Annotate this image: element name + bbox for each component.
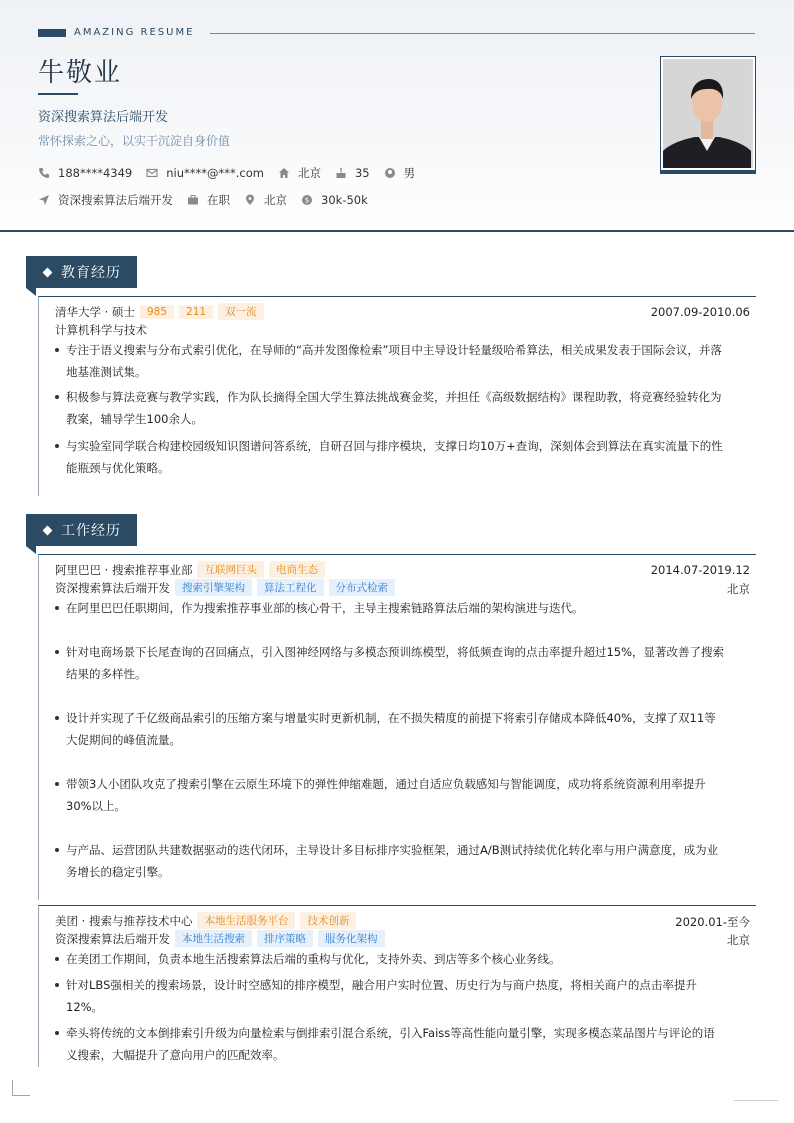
work-block-meituan	[38, 905, 756, 1067]
company-row	[55, 912, 356, 929]
job-dates: 2020.01-至今	[675, 915, 750, 929]
job-bullet	[55, 1022, 751, 1066]
resume-header	[0, 0, 794, 232]
bullet-line: 12%。	[66, 1000, 104, 1014]
phone-text: 188****4349	[58, 166, 133, 180]
candidate-title: 资深搜索算法后端开发	[38, 110, 169, 125]
gender-icon	[384, 167, 396, 179]
school-tag: 双一流	[218, 303, 264, 320]
briefcase-icon	[187, 194, 199, 206]
bullet-line: 与产品、运营团队共建数据驱动的迭代闭环，主导设计多目标排序实验框架，通过A/B测试持续优化转化率与用户满意度，成为业	[66, 843, 719, 857]
candidate-name: 牛敬业	[38, 58, 123, 88]
role-name: 资深搜索算法后端开发	[55, 931, 170, 946]
svg-text:$: $	[304, 196, 310, 205]
age-item	[335, 166, 370, 180]
job-bullet	[55, 707, 751, 751]
education-title-text: 教育经历	[61, 265, 121, 281]
home-text: 北京	[297, 166, 321, 180]
company-tag: 互联网巨头	[197, 561, 264, 578]
brand-label: AMAZING RESUME	[74, 27, 195, 38]
bullet-line: 结果的多样性。	[66, 667, 147, 681]
contact-row	[38, 165, 429, 181]
bullet-line: 义搜索，大幅提升了意向用户的匹配效率。	[66, 1048, 285, 1062]
company-tag: 电商生态	[269, 561, 325, 578]
bullet-line: 针对电商场景下长尾查询的召回痛点，引入图神经网络与多模态预训练模型，将低频查询的点击率提升超过15%，显著改善了搜索	[66, 645, 725, 659]
gender-text: 男	[403, 166, 416, 180]
email-text: niu****@***.com	[166, 166, 264, 180]
company-name: 阿里巴巴 · 搜索推荐事业部	[55, 562, 193, 577]
send-icon	[38, 194, 50, 206]
school-name: 清华大学 · 硕士	[55, 304, 135, 319]
company-row	[55, 561, 325, 578]
home-icon	[278, 167, 290, 179]
diamond-icon	[43, 267, 53, 277]
bullet-line: 大促期间的峰值流量。	[66, 733, 181, 747]
bullet-line: 牵头将传统的文本倒排索引升级为向量检索与倒排索引混合系统，引入Faiss等高性能向量引擎，实现多模态菜品图片与评论的语	[66, 1026, 715, 1040]
gender-item	[384, 165, 416, 181]
education-bullet	[55, 386, 751, 430]
intent-text: 资深搜索算法后端开发	[58, 193, 173, 207]
education-major	[55, 322, 147, 338]
education-bullet	[55, 339, 751, 383]
status-text: 在职	[207, 193, 230, 207]
bullet-line: 在阿里巴巴任职期间，作为搜索推荐事业部的核心骨干，主导主搜索链路算法后端的架构演进与迭代。	[66, 601, 584, 615]
person-silhouette-icon	[663, 59, 751, 168]
company-tag: 技术创新	[300, 912, 356, 929]
job-bullet	[55, 641, 751, 685]
job-dates: 2014.07-2019.12	[650, 563, 750, 577]
work-title-text: 工作经历	[61, 523, 121, 539]
job-city: 北京	[727, 933, 750, 947]
page-corner-mark	[734, 1100, 778, 1101]
education-school-row	[55, 303, 264, 320]
mail-icon	[146, 167, 158, 179]
salary-icon	[301, 194, 313, 206]
city-text: 北京	[264, 193, 287, 207]
phone-icon	[38, 167, 50, 179]
work-block-alibaba	[38, 554, 756, 900]
bullet-line: 针对LBS强相关的搜索场景，设计时空感知的排序模型，融合用户实时位置、历史行为与商户热度，将相关商户的点击率提升	[66, 978, 697, 992]
job-bullet	[55, 839, 751, 883]
salary-item	[301, 193, 368, 207]
education-block	[38, 296, 756, 496]
major-text: 计算机科学与技术	[55, 323, 147, 337]
intent-item	[38, 192, 173, 208]
bullet-line: 积极参与算法竞赛与教学实践，作为队长摘得全国大学生算法挑战赛金奖，并担任《高级数据结构》课程助教，将竞赛经验转化为	[66, 390, 722, 404]
bullet-line: 30%以上。	[66, 799, 127, 813]
role-tag: 搜索引擎架构	[175, 579, 252, 596]
city-item	[244, 192, 287, 208]
bullet-line: 设计并实现了千亿级商品索引的压缩方案与增量实时更新机制，在不损失精度的前提下将索引存储成本降低40%，支撑了双11等	[66, 711, 716, 725]
profile-photo-frame	[660, 56, 756, 174]
bullet-line: 带领3人小团队攻克了搜索引擎在云原生环境下的弹性伸缩难题，通过自适应负载感知与智能调度，成功将系统资源利用率提升	[66, 777, 706, 791]
education-bullet	[55, 435, 751, 479]
bullet-line: 务增长的稳定引擎。	[66, 865, 170, 879]
profile-photo	[663, 59, 753, 168]
bullet-line: 能瓶颈与优化策略。	[66, 461, 170, 475]
salary-text: 30k-50k	[321, 193, 368, 207]
role-row	[55, 930, 385, 947]
role-row	[55, 579, 395, 596]
education-dates: 2007.09-2010.06	[650, 305, 750, 319]
role-tag: 服务化架构	[318, 930, 385, 947]
job-bullet	[55, 974, 751, 1018]
school-tag: 211	[179, 305, 213, 319]
role-name: 资深搜索算法后端开发	[55, 580, 170, 595]
cake-icon	[335, 167, 347, 179]
page-corner-mark	[12, 1080, 30, 1096]
bullet-line: 在美团工作期间，负责本地生活搜索算法后端的重构与优化，支持外卖、到店等多个核心业务线。	[66, 952, 561, 966]
company-tag: 本地生活服务平台	[197, 912, 295, 929]
candidate-motto: 常怀探索之心，以实干沉淀自身价值	[38, 134, 231, 148]
brand-divider	[210, 33, 755, 34]
role-tag: 本地生活搜索	[175, 930, 252, 947]
job-intent-row	[38, 192, 382, 208]
bullet-line: 与实验室同学联合构建校园级知识图谱问答系统，自研召回与排序模块，支撑日均10万+查询，深刻体会到算法在真实流量下的性	[66, 439, 723, 453]
job-bullet	[55, 948, 751, 970]
status-item	[187, 192, 230, 208]
role-tag: 分布式检索	[329, 579, 396, 596]
diamond-icon	[43, 525, 53, 535]
job-bullet	[55, 597, 751, 619]
bullet-line: 教案，辅导学生100余人。	[66, 412, 203, 426]
education-section-title	[26, 256, 137, 288]
bullet-line: 专注于语义搜索与分布式索引优化，在导师的“高并发图像检索”项目中主导设计轻量级哈希算法，相关成果发表于国际会议，并落	[66, 343, 722, 357]
bullet-line: 地基准测试集。	[66, 365, 147, 379]
name-underline	[38, 93, 78, 95]
job-city: 北京	[727, 582, 750, 596]
home-item	[278, 165, 321, 181]
location-pin-icon	[244, 194, 256, 206]
email-item	[146, 166, 264, 180]
role-tag: 排序策略	[257, 930, 313, 947]
company-name: 美团 · 搜索与推荐技术中心	[55, 913, 193, 928]
work-section-title	[26, 514, 137, 546]
role-tag: 算法工程化	[257, 579, 324, 596]
age-text: 35	[354, 166, 370, 180]
job-bullet	[55, 773, 751, 817]
school-tag: 985	[140, 305, 174, 319]
brand-bar	[38, 29, 66, 37]
phone-item	[38, 166, 132, 180]
